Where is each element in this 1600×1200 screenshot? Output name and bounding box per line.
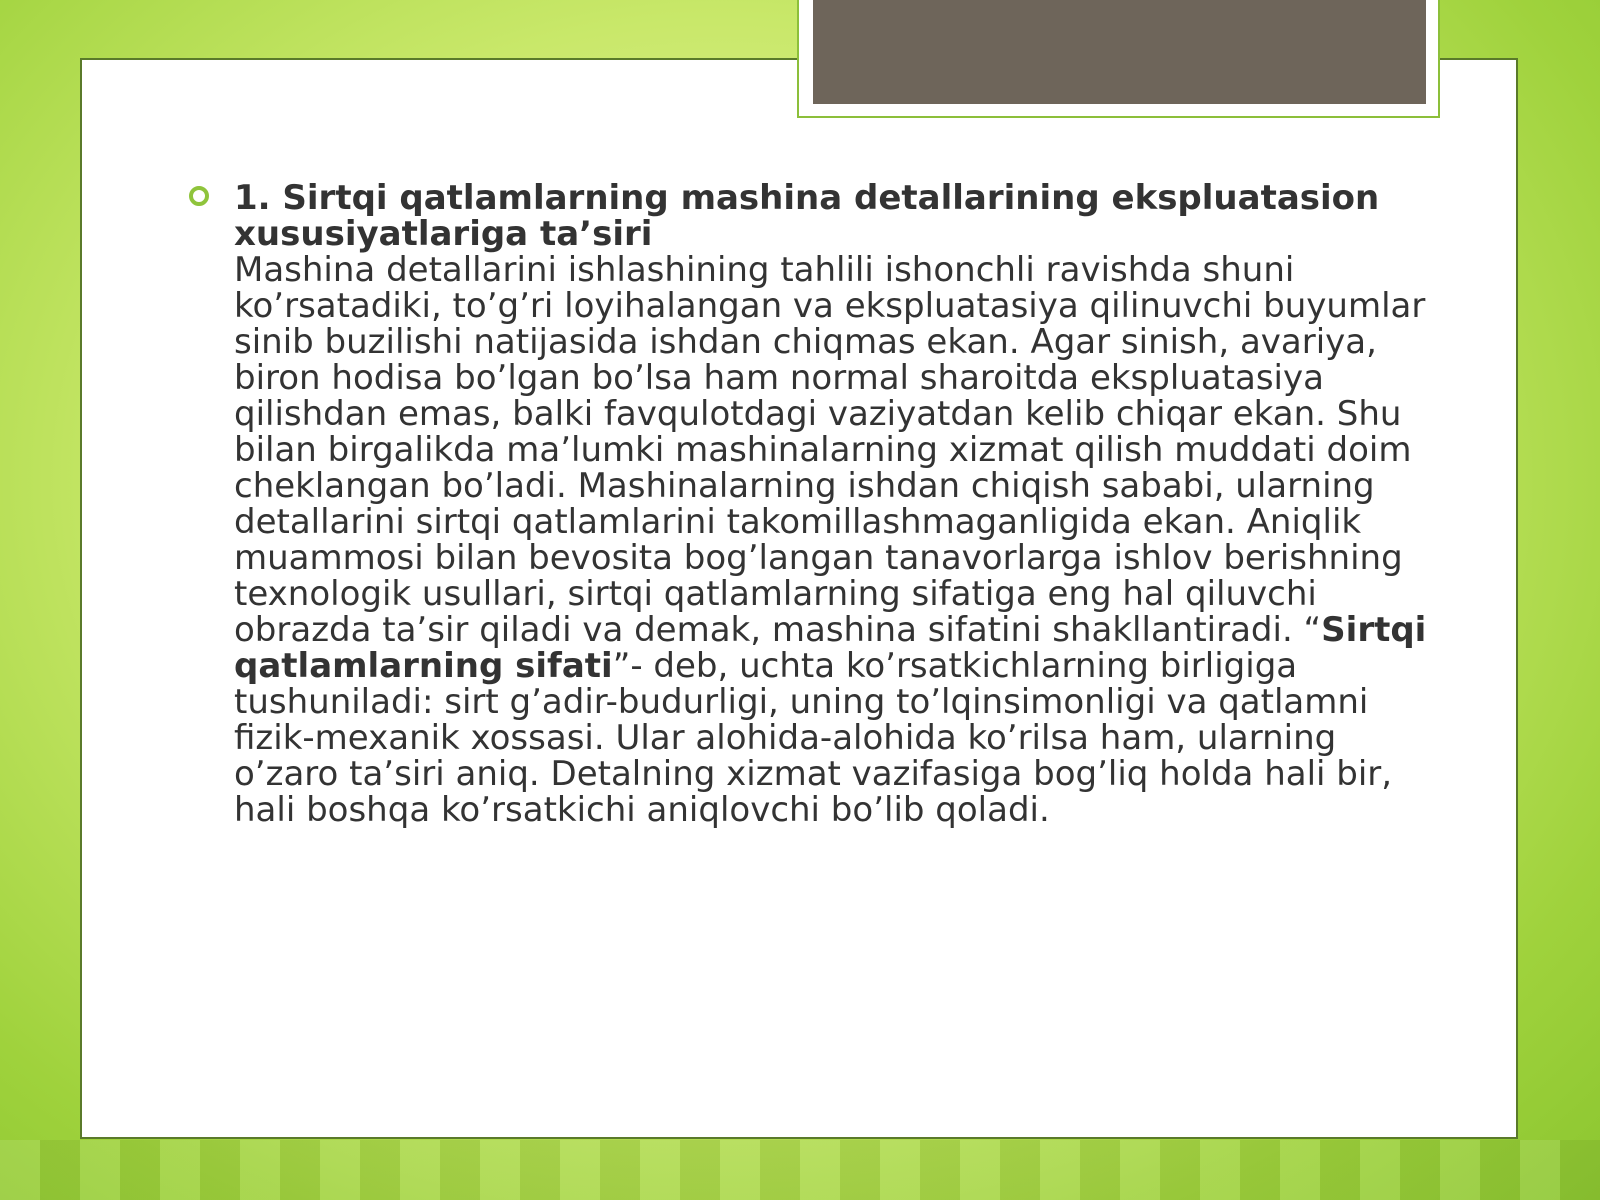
- body-text-part2: ”- deb, uchta ko’rsatkichlarning birligiga tushuniladi: sirt g’adir-budurligi, uning to’lqinsimonligi va qatlamni fizik-mexanik xossasi. Ular alohida-alohida ko’rilsa ham, ularning o’zaro ta’siri aniq. Detalning xizmat vazifasiga bog’liq holda hali bir, hali boshqa ko’rsatkichi aniqlovchi bo’lib qoladi.: [234, 646, 1393, 830]
- title-placeholder: [813, 0, 1426, 104]
- body-text-part1: Mashina detallarini ishlashining tahlili ishonchli ravishda shuni ko’rsatadiki, to’g’ri loyihalangan va ekspluatasiya qilinuvchi buyumlar sinib buzilishi natijasida ishdan chiqmas ekan. Agar sinish, avariya, biron hodisa bo’lgan bo’lsa ham normal sharoitda ekspluatasiya qilishdan emas, balki favqulotdagi vaziyatdan kelib chiqar ekan. Shu bilan birgalikda ma’lumki mashinalarning xizmat qilish muddati doim cheklangan bo’ladi. Mashinalarning ishdan chiqish sababi, ularning detallarini sirtqi qatlamlarini takomillashmaganligida ekan. Aniqlik muammosi bilan bevosita bog’langan tanavorlarga ishlov berishning texnologik usullari, sirtqi qatlamlarning sifatiga eng hal qiluvchi obrazda ta’sir qiladi va demak, mashina sifatini shakllantiradi. “: [234, 250, 1426, 650]
- background-stripes: [0, 1140, 1600, 1200]
- slide-heading: 1. Sirtqi qatlamlarning mashina detallarining ekspluatasion xususiyatlariga ta’siri: [234, 178, 1380, 254]
- slide-content: [234, 180, 1444, 828]
- body-bold-term: Sirtqi qatlamlarning sifati: [234, 610, 1427, 686]
- bullet-circle-icon: [189, 186, 209, 206]
